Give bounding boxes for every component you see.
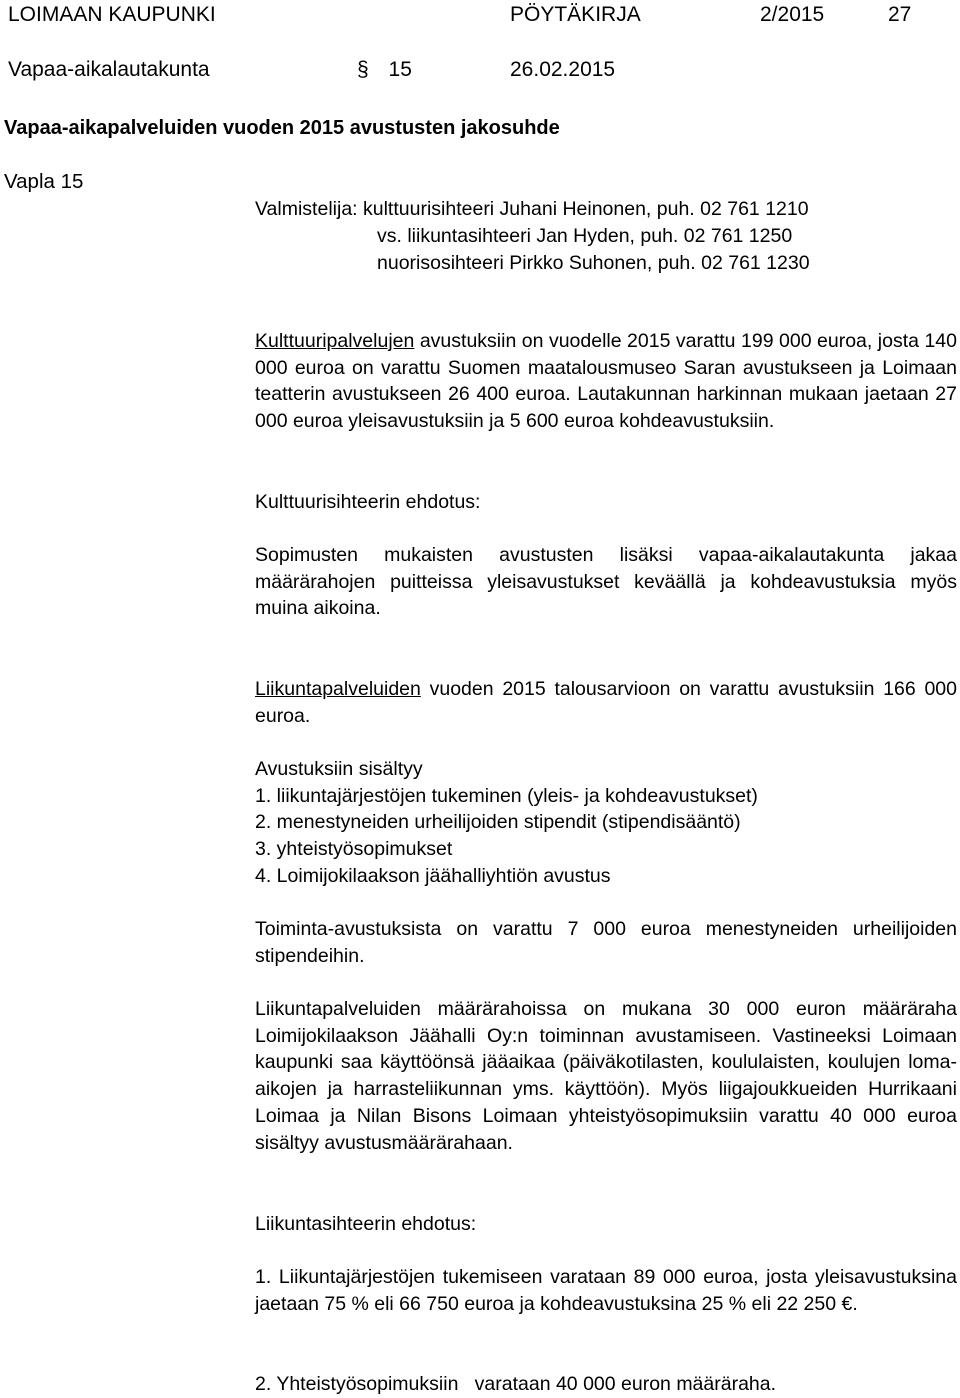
paragraph-culture-lead: Kulttuuripalvelujen (255, 330, 415, 352)
header-org: LOIMAAN KAUPUNKI (8, 3, 216, 26)
header-section-mark (357, 57, 412, 83)
list-item: 3. yhteistyösopimukset (255, 838, 453, 861)
paragraph-culture-grants (255, 328, 957, 435)
header-section: 15 (388, 58, 412, 81)
header-doc-type: PÖYTÄKIRJA (510, 3, 641, 26)
paragraph-sports-lead: Liikuntapalveluiden (255, 678, 421, 700)
paragraph-sports-text: vuoden 2015 talousarvioon on varattu avustuksiin 166 000 euroa. (255, 678, 957, 727)
paragraph-agreements: Sopimusten mukaisten avustusten lisäksi vapaa-aikalautakunta jakaa määrärahojen puitteissa yleisavustukset keväällä ja kohdeavustuksia myös muina aikoina. (255, 544, 957, 620)
page-title: Vapaa-aikapalveluiden vuoden 2015 avustusten jakosuhde (4, 117, 560, 139)
list-item: 1. liikuntajärjestöjen tukeminen (yleis- ja kohdeavustukset) (255, 784, 758, 807)
header-committee: Vapaa-aikalautakunta (8, 58, 210, 81)
grant-contents-list (255, 756, 957, 890)
section-sign-icon: § (357, 58, 369, 81)
preparer-line-1: Valmistelija: kulttuurisihteeri Juhani Heinonen, puh. 02 761 1210 (255, 198, 809, 220)
list-item: 4. Loimijokilaakson jäähalliyhtiön avustus (255, 864, 611, 887)
paragraph-sports-grants (255, 676, 957, 729)
header-page-number: 27 (888, 3, 912, 26)
header-doc-number: 2/2015 (760, 3, 825, 26)
sports-secretary-proposal-heading: Liikuntasihteerin ehdotus: (255, 1213, 477, 1235)
proposal-item-2: 2. Yhteistyösopimuksiin varataan 40 000 euron määräraha. (255, 1373, 777, 1395)
preparer-line-3: nuorisosihteeri Pirkko Suhonen, puh. 02 761 1230 (377, 252, 810, 274)
proposal-item-1: 1. Liikuntajärjestöjen tukemiseen varataan 89 000 euroa, josta yleisavustuksina jaetaan 75 % eli 66 750 euroa ja kohdeavustuksina 25 % eli 22 250 €. (255, 1266, 957, 1315)
paragraph-ice-hall: Liikuntapalveluiden määrärahoissa on mukana 30 000 euron määräraha Loimijokilaakson Jäähalli Oy:n toiminnan avustamiseen. Vastineeksi Loimaan kaupunki saa käyttöönsä jääaikaa (päiväkotilasten, koululaisten, koulujen loma-aikojen ja harrasteliikunnan yms. käyttöön). Myös liigajoukkueiden Hurrikaani Loimaa ja Nilan Bisons Loimaan yhteistyösopimuksiin varattu 40 000 euroa sisältyy avustusmäärärahaan. (255, 998, 957, 1154)
grant-contents-heading: Avustuksiin sisältyy (255, 758, 423, 780)
culture-secretary-proposal-heading: Kulttuurisihteerin ehdotus: (255, 491, 481, 513)
section-ref: Vapla 15 (4, 170, 84, 193)
preparer-line-2: vs. liikuntasihteeri Jan Hyden, puh. 02 761 1250 (377, 225, 793, 247)
header-date: 26.02.2015 (510, 58, 616, 81)
paragraph-culture-text: avustuksiin on vuodelle 2015 varattu 199 000 euroa, josta 140 000 euroa on varattu Suomen maatalousmuseo Saran avustukseen ja Loimaan teatterin avustukseen 26 400 euroa. Lautakunnan harkinnan mukaan jaetaan 27 000 euroa yleisavustuksiin ja 5 600 euroa kohdeavustuksiin. (255, 330, 957, 433)
list-item: 2. menestyneiden urheilijoiden stipendit (stipendisääntö) (255, 811, 741, 834)
paragraph-stipends: Toiminta-avustuksista on varattu 7 000 euroa menestyneiden urheilijoiden stipendeihin. (255, 918, 957, 967)
